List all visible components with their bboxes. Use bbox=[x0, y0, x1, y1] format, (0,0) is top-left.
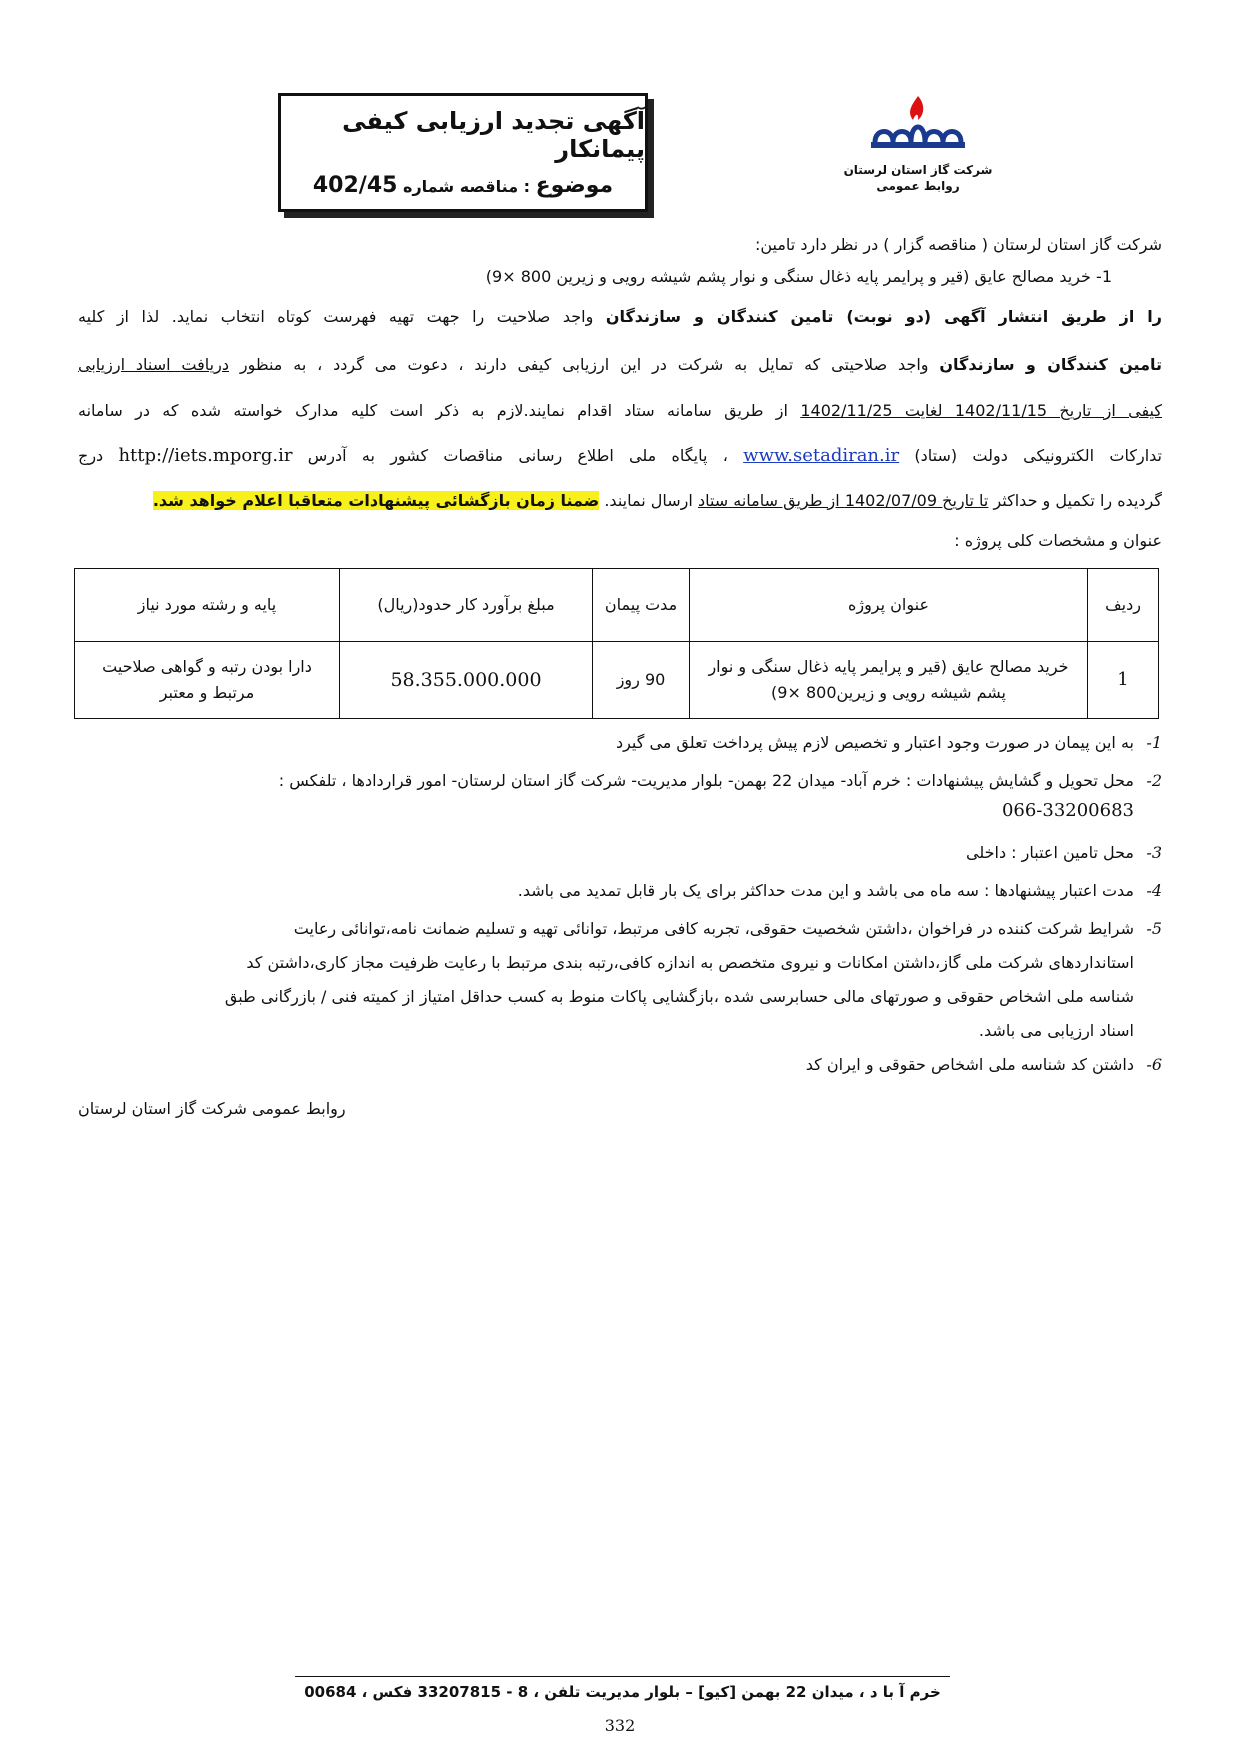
page-number: 332 bbox=[604, 1716, 636, 1735]
para-line-1: را از طریق انتشار آگهی (دو نوبت) تامین کنندگان و سازندگان واجد صلاحیت را جهت تهیه فهرست کوتاه انتخاب نماید. لذا از کلیه bbox=[78, 307, 1163, 326]
setadiran-link[interactable]: www.setadiran.ir bbox=[743, 445, 900, 466]
table-row bbox=[75, 642, 1159, 719]
list-item-continued: اسناد ارزیابی می باشد. bbox=[978, 1021, 1134, 1040]
list-item-continued: شناسه ملی اشخاص حقوقی و صورتهای مالی حسابرسی شده ،بازگشایی پاکات منوط به کسب حداقل امتیاز از کمیته فنی / بازرگانی طبق bbox=[224, 987, 1134, 1006]
item-1-title: 1- خرید مصالح عایق (قیر و پرایمر پایه ذغال سنگی و نوار پشم شیشه رویی و زیرین 800 ×9) bbox=[485, 267, 1112, 286]
cell-project-title: خرید مصالح عایق (قیر و پرایمر پایه ذغال سنگی و نوار پشم شیشه رویی و زیرین800 ×9) bbox=[690, 642, 1088, 719]
header-grade: پایه و رشته مورد نیاز bbox=[75, 569, 340, 642]
table-header-row bbox=[75, 569, 1159, 642]
para-line-5: گردیده را تکمیل و حداکثر تا تاریخ 1402/07/09 از طریق سامانه ستاد ارسال نمایند. ضمنا زمان بازگشائی پیشنهادات متعاقبا اعلام خواهد شد. bbox=[152, 491, 1162, 510]
cell-estimate: 58.355.000.000 bbox=[340, 642, 593, 719]
company-logo bbox=[838, 92, 998, 212]
para-line-4: تدارکات الکترونیکی دولت (ستاد) www.setadiran.ir ، پایگاه ملی اطلاع رسانی مناقصات کشور به آدرس http://iets.mporg.ir درج bbox=[78, 445, 1162, 466]
cell-grade: دارا بودن رتبه و گواهی صلاحیت مرتبط و معتبر bbox=[75, 642, 340, 719]
cell-row-number: 1 bbox=[1088, 642, 1159, 719]
list-item: 3-محل تامین اعتبار : داخلی bbox=[966, 843, 1162, 862]
footer-divider bbox=[295, 1676, 950, 1677]
header-project-title: عنوان پروژه bbox=[690, 569, 1088, 642]
signature: روابط عمومی شرکت گاز استان لرستان bbox=[78, 1099, 346, 1118]
list-item: 1-به این پیمان در صورت وجود اعتبار و تخصیص لازم پیش پرداخت تعلق می گیرد bbox=[615, 733, 1162, 752]
list-item: 2-محل تحویل و گشایش پیشنهادات : خرم آباد- میدان 22 بهمن- بلوار مدیریت- شرکت گاز استان لرستان- امور قراردادها ، تلفکس : bbox=[278, 771, 1162, 790]
highlighted-notice: ضمنا زمان بازگشائی پیشنهادات متعاقبا اعلام خواهد شد. bbox=[152, 491, 600, 510]
project-spec-heading: عنوان و مشخصات کلی پروژه : bbox=[954, 531, 1162, 550]
tender-number: 402/45 bbox=[312, 173, 398, 198]
cell-duration: 90 روز bbox=[593, 642, 690, 719]
footer-address: خرم آ با د ، میدان 22 بهمن [کیو] – بلوار مدیریت تلفن ، 8 - 33207815 فکس ، 00684 bbox=[304, 1683, 941, 1701]
project-table bbox=[74, 568, 1159, 719]
logo-company-name: شرکت گاز استان لرستان bbox=[843, 163, 993, 177]
header-row-number: ردیف bbox=[1088, 569, 1159, 642]
logo-department: روابط عمومی bbox=[876, 179, 960, 193]
notice-title: آگهی تجدید ارزیابی کیفی پیمانکار bbox=[342, 107, 645, 163]
intro-line: شرکت گاز استان لرستان ( مناقصه گزار ) در نظر دارد تامین: bbox=[754, 235, 1162, 254]
list-item: 4-مدت اعتبار پیشنهادها : سه ماه می باشد و این مدت حداکثر برای یک بار قابل تمدید می باشد. bbox=[517, 881, 1162, 900]
para-line-3: کیفی از تاریخ 1402/11/15 لغایت 1402/11/25 از طریق سامانه ستاد اقدام نمایند.لازم به ذکر است کلیه مدارک خواسته شده که در سامانه bbox=[78, 401, 1163, 420]
para-line-2: تامین کنندگان و سازندگان واجد صلاحیتی که تمایل به شرکت در این ارزیابی کیفی دارند ، دعوت می گردد ، به منظور دریافت اسناد ارزیابی bbox=[78, 355, 1163, 374]
header-duration: مدت پیمان bbox=[593, 569, 690, 642]
gas-company-emblem-icon bbox=[863, 92, 973, 162]
iets-url[interactable]: http://iets.mporg.ir bbox=[118, 445, 293, 466]
list-item-phone: 066-33200683 bbox=[1001, 800, 1134, 821]
notice-subject: موضوع : مناقصه شماره 402/45 bbox=[312, 173, 614, 198]
list-item: 5-شرایط شرکت کننده در فراخوان ،داشتن شخصیت حقوقی، تجربه کافی مرتبط، توانائی تهیه و تسلیم ضمانت نامه،توانائی رعایت bbox=[293, 919, 1162, 938]
title-box bbox=[278, 93, 648, 212]
list-item: 6-داشتن کد شناسه ملی اشخاص حقوقی و ایران کد bbox=[805, 1055, 1162, 1074]
list-item-continued: استانداردهای شرکت ملی گاز،داشتن امکانات و نیروی متخصص به اندازه کافی،رتبه بندی مرتبط با رعایت ظرفیت مجاز کاری،داشتن کد bbox=[246, 953, 1134, 972]
header-estimate: مبلغ برآورد کار حدود(ریال) bbox=[340, 569, 593, 642]
